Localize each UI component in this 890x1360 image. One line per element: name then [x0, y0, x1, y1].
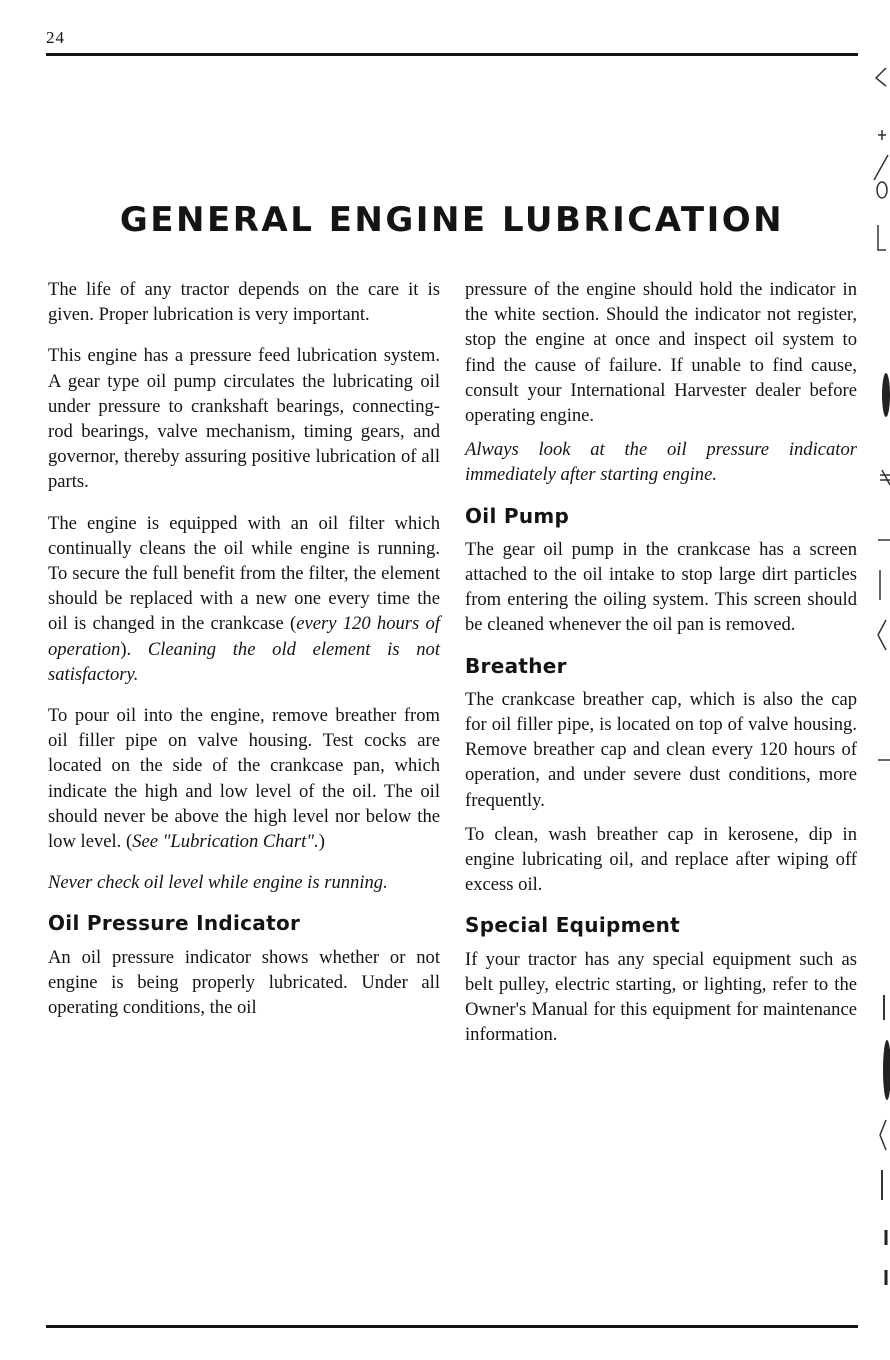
page-number: 24 [46, 28, 65, 47]
breather-heading: Breather [465, 653, 567, 678]
oil-filter-warning: Cleaning the old element is not satisfactory. [48, 638, 440, 685]
oil-pressure-indicator-heading: Oil Pressure Indicator [48, 911, 301, 936]
intro-paragraph: The life of any tractor depends on the care it is given. Proper lubrication is very important. [48, 279, 440, 326]
pour-oil-text: To pour oil into the engine, remove breather from oil filler pipe on valve housing. Test cocks are located on the side of the crankcase pan, which indicate the high and low level of the oil. The oil should never be above the high level nor below the low level. ( [48, 705, 440, 853]
right-column [465, 277, 857, 1063]
oil-pump-heading: Oil Pump [465, 503, 570, 528]
oil-pressure-note: Always look at the oil pressure indicator immediately after starting engine. [465, 439, 857, 486]
oil-filter-text: The engine is equipped with an oil filter which continually cleans the oil while engine is running. To secure the full benefit from the filter, the element should be replaced with a new one every time the oil is changed in the crankcase ( [48, 512, 440, 635]
bottom-rule [46, 1325, 858, 1328]
pour-oil-close: ) [318, 831, 325, 853]
pressure-feed-paragraph: This engine has a pressure feed lubrication system. A gear type oil pump circulates the lubricating oil under pressure to crankshaft bearings, connecting-rod bearings, valve mechanism, timing gears, and governor, thereby assuring positive lubrication of all parts. [48, 345, 440, 493]
oil-pressure-indicator-text: An oil pressure indicator shows whether or not engine is being properly lubricated. Under all operating conditions, the oil [48, 946, 440, 1019]
top-rule [46, 53, 858, 56]
page-title: GENERAL ENGINE LUBRICATION [119, 200, 785, 240]
oil-pressure-continued: pressure of the engine should hold the indicator in the white section. Should the indicator not register, stop the engine at once and inspect oil system to find the cause of failure. If unable to find cause, consult your International Harvester dealer before operating engine. [465, 279, 857, 427]
oil-pump-text: The gear oil pump in the crankcase has a screen attached to the oil intake to stop large dirt particles from entering the oiling system. This screen should be cleaned whenever the oil pan is removed. [465, 538, 857, 636]
oil-filter-close: ). [120, 638, 148, 660]
oil-filter-paragraph [48, 511, 440, 687]
pour-oil-paragraph [48, 703, 440, 854]
binding-edge-marks [868, 60, 890, 1300]
breather-cleaning-text: To clean, wash breather cap in kerosene, dip in engine lubricating oil, and replace after wiping off excess oil. [465, 823, 857, 896]
oil-filter-interval: every 120 hours of operation [48, 613, 440, 660]
lubrication-chart-reference: See "Lubrication Chart". [132, 831, 319, 853]
special-equipment-heading: Special Equipment [465, 913, 681, 938]
left-column [48, 277, 440, 1036]
breather-text: The crankcase breather cap, which is also the cap for oil filler pipe, is located on top of valve housing. Remove breather cap and clean every 120 hours of operation, and under severe dust conditions, more frequently. [465, 688, 857, 811]
special-equipment-text: If your tractor has any special equipment such as belt pulley, electric starting, or lighting, refer to the Owner's Manual for this equipment for maintenance information. [465, 948, 857, 1046]
oil-level-note: Never check oil level while engine is running. [48, 872, 388, 894]
